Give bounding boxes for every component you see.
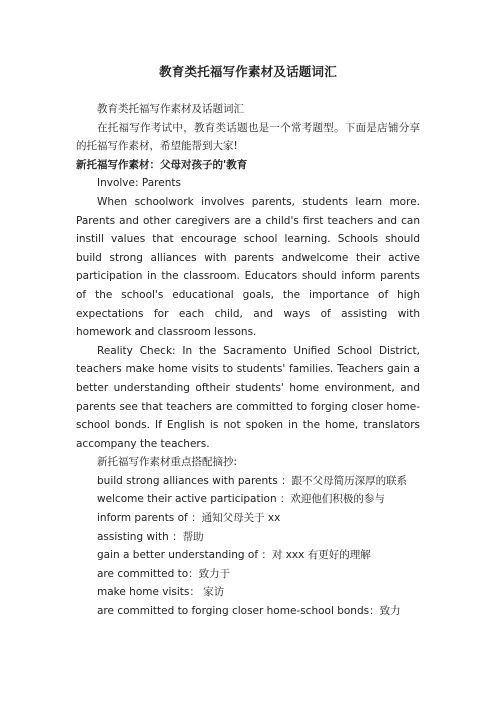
intro-text: 在托福写作考试中，教育类话题也是一个常考题型。下面是店铺分享的托福写作素材，希望能帮到大家! [76,121,420,153]
phrase-item: inform parents of ：通知父母关于 xx [97,512,281,525]
intro-subtitle: 教育类托福写作素材及话题词汇 [97,103,244,115]
phrase-item: build strong alliances with parents ：跟不父母简历深厚的联系 [97,474,408,487]
involve-line: Involve: Parents [97,177,181,190]
section-heading: 新托福写作素材：父母对孩子的'教育 [76,158,248,171]
paragraph-1: When schoolwork involves parents, students learn more. Parents and other caregivers are a child's first teachers and can instill values that encourage school learning. Schools should build strong alliances with parents andwelcome their active participation in the classroom. Educators should inform parents of the school's educational goals, the importance of high expectations for each child, and ways of assisting with homework and classroom lessons. [76,195,420,339]
phrase-item: are committed to forging closer home-school bonds：致力 [97,605,401,618]
phrase-item: assisting with ：帮助 [97,530,204,543]
phrase-item: are committed to：致力于 [97,567,231,580]
phrase-item: gain a better understanding of ：对 xxx 有更好的理解 [97,549,371,562]
paragraph-2: Reality Check: In the Sacramento Unified School District, teachers make home visits to students' families. Teachers gain a better understanding oftheir students' home environment, and parents see that teachers are committed to forging closer home-school bonds. If English is not spoken in the home, translators accompany the teachers. [76,344,420,450]
phrase-item: welcome their active participation ：欢迎他们积极的参与 [97,493,385,506]
phrases-intro: 新托福写作素材重点搭配摘抄: [97,456,238,469]
document-title: 教育类托福写作素材及话题词汇 [159,64,337,79]
phrase-item: make home visits： 家访 [97,586,225,599]
